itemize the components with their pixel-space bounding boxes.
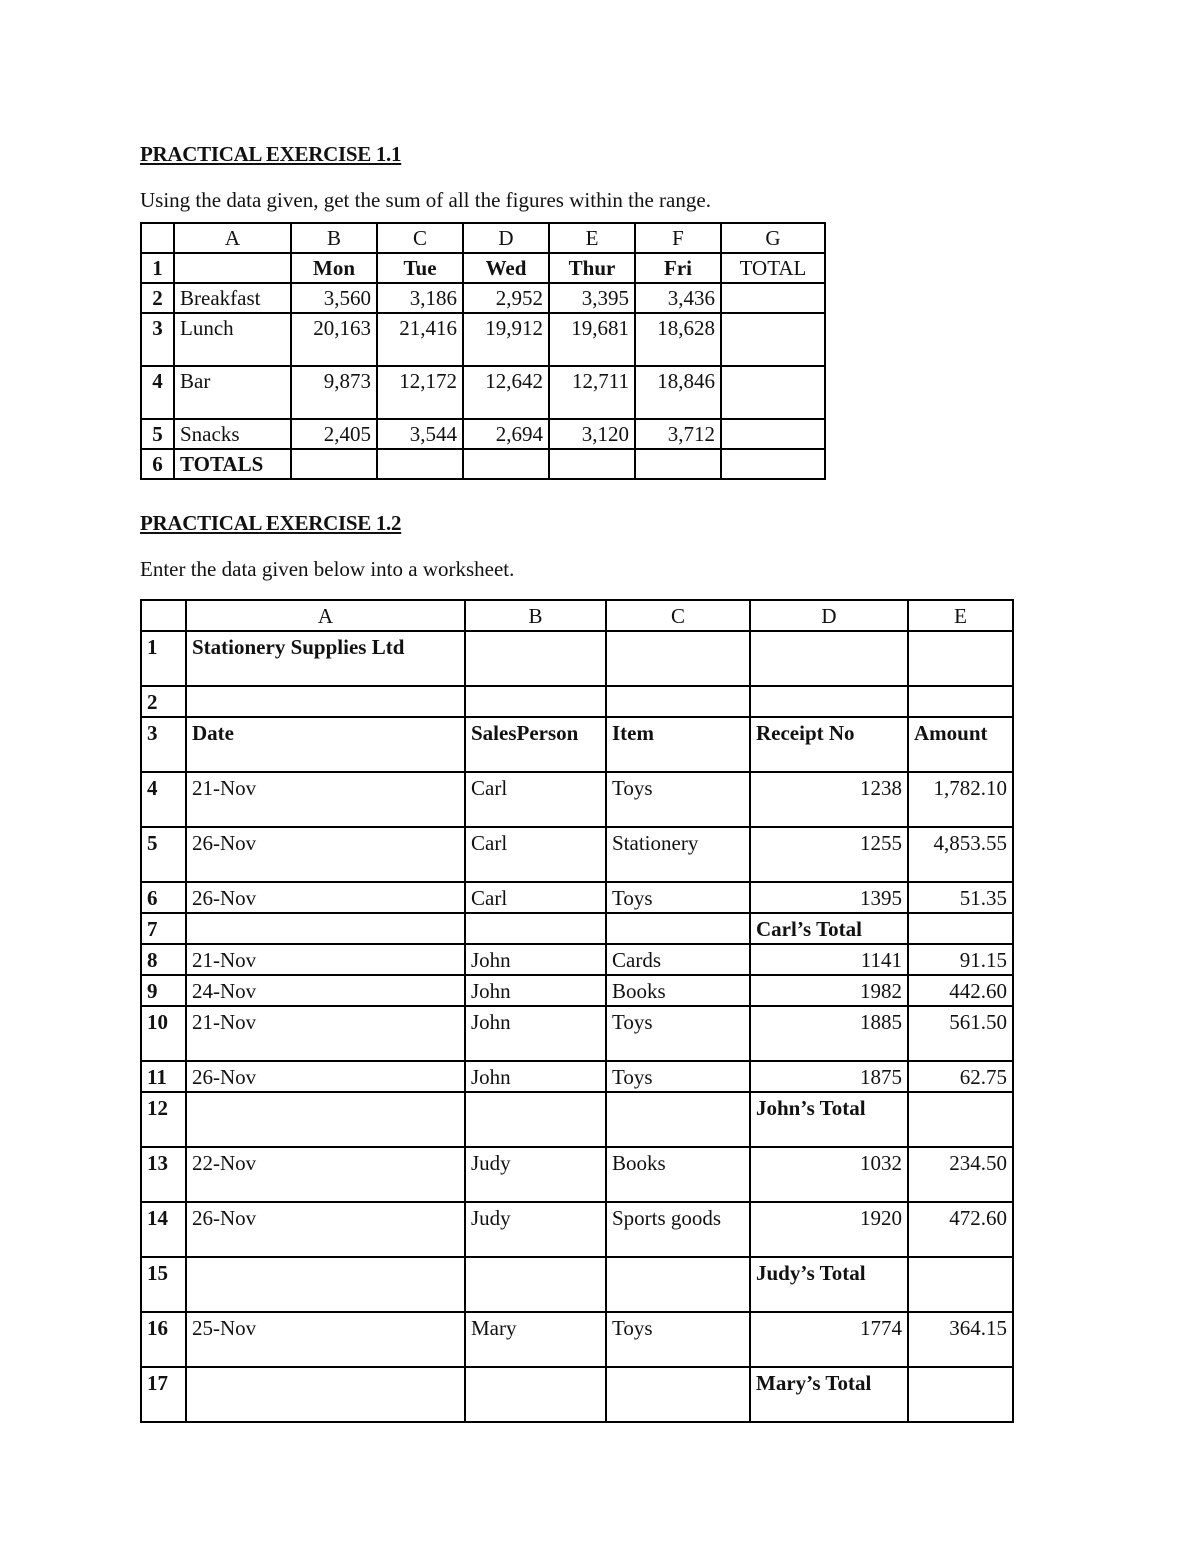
meal-sales-table bbox=[140, 222, 826, 480]
cell-d[interactable] bbox=[750, 631, 908, 686]
cell-e[interactable] bbox=[908, 631, 1013, 686]
row-number[interactable]: 7 bbox=[141, 913, 186, 944]
cell-c[interactable]: Books bbox=[606, 1147, 750, 1202]
row-number[interactable]: 2 bbox=[141, 686, 186, 717]
corner-cell[interactable] bbox=[141, 223, 174, 253]
cell-a[interactable] bbox=[186, 686, 465, 717]
col-letter[interactable]: A bbox=[186, 600, 465, 631]
cell-b[interactable]: Judy bbox=[465, 1202, 606, 1257]
cell-a[interactable]: 21-Nov bbox=[186, 772, 465, 827]
value-cell[interactable]: 3,436 bbox=[635, 283, 721, 313]
exercise-1-1-instruction: Using the data given, get the sum of all the figures within the range. bbox=[140, 188, 711, 212]
cell-b[interactable] bbox=[465, 1367, 606, 1422]
cell-b[interactable] bbox=[465, 913, 606, 944]
row-number[interactable]: 17 bbox=[141, 1367, 186, 1422]
table-row bbox=[141, 975, 1013, 1006]
row-number[interactable]: 1 bbox=[141, 253, 174, 283]
cell-e[interactable]: 1,782.10 bbox=[908, 772, 1013, 827]
col-letter[interactable]: F bbox=[635, 223, 721, 253]
table-row bbox=[141, 419, 825, 449]
row-number[interactable]: 2 bbox=[141, 283, 174, 313]
cell-a[interactable] bbox=[186, 913, 465, 944]
value-cell[interactable]: 3,395 bbox=[549, 283, 635, 313]
cell-b[interactable]: John bbox=[465, 1061, 606, 1092]
table-row bbox=[141, 944, 1013, 975]
sales-worksheet-table bbox=[140, 599, 1014, 1423]
cell-d[interactable]: Mary’s Total bbox=[750, 1367, 908, 1422]
totals-label[interactable]: TOTALS bbox=[174, 449, 291, 479]
row-number[interactable]: 8 bbox=[141, 944, 186, 975]
cell-b[interactable]: Mary bbox=[465, 1312, 606, 1367]
cell-e[interactable] bbox=[908, 686, 1013, 717]
cell-e[interactable]: Amount bbox=[908, 717, 1013, 772]
table-row bbox=[141, 1006, 1013, 1061]
cell-e[interactable] bbox=[908, 1092, 1013, 1147]
table-row bbox=[141, 1257, 1013, 1312]
row-number[interactable]: 11 bbox=[141, 1061, 186, 1092]
value-cell[interactable]: 12,172 bbox=[377, 366, 463, 419]
cell-a[interactable]: 22-Nov bbox=[186, 1147, 465, 1202]
value-cell[interactable]: 9,873 bbox=[291, 366, 377, 419]
total-cell[interactable] bbox=[721, 419, 825, 449]
value-cell[interactable] bbox=[635, 449, 721, 479]
cell-c[interactable] bbox=[606, 1092, 750, 1147]
cell-e[interactable]: 91.15 bbox=[908, 944, 1013, 975]
cell-d[interactable]: 1885 bbox=[750, 1006, 908, 1061]
row-number[interactable]: 1 bbox=[141, 631, 186, 686]
value-cell[interactable]: 3,186 bbox=[377, 283, 463, 313]
value-cell[interactable] bbox=[377, 449, 463, 479]
cell-b[interactable]: John bbox=[465, 944, 606, 975]
meal-label[interactable]: Snacks bbox=[174, 419, 291, 449]
row-number[interactable]: 9 bbox=[141, 975, 186, 1006]
cell-a[interactable]: 25-Nov bbox=[186, 1312, 465, 1367]
cell-e[interactable]: 51.35 bbox=[908, 882, 1013, 913]
exercise-1-1-heading: PRACTICAL EXERCISE 1.1 bbox=[140, 142, 402, 166]
corner-cell[interactable] bbox=[141, 600, 186, 631]
cell-a[interactable]: Date bbox=[186, 717, 465, 772]
cell-e[interactable]: 472.60 bbox=[908, 1202, 1013, 1257]
table-row bbox=[141, 1147, 1013, 1202]
value-cell[interactable]: 20,163 bbox=[291, 313, 377, 366]
cell-a[interactable]: 26-Nov bbox=[186, 827, 465, 882]
table-row bbox=[141, 283, 825, 313]
table-row bbox=[141, 913, 1013, 944]
cell-a[interactable] bbox=[186, 1367, 465, 1422]
table-row bbox=[141, 253, 825, 283]
table-row bbox=[141, 772, 1013, 827]
col-letter[interactable]: E bbox=[908, 600, 1013, 631]
cell-c[interactable]: Books bbox=[606, 975, 750, 1006]
row-number[interactable]: 3 bbox=[141, 313, 174, 366]
row-number[interactable]: 5 bbox=[141, 419, 174, 449]
table-row bbox=[141, 1061, 1013, 1092]
value-cell[interactable]: 2,405 bbox=[291, 419, 377, 449]
cell-e[interactable]: 561.50 bbox=[908, 1006, 1013, 1061]
row-number[interactable]: 4 bbox=[141, 366, 174, 419]
cell-b[interactable] bbox=[465, 1092, 606, 1147]
day-header[interactable]: Thur bbox=[549, 253, 635, 283]
cell-b[interactable]: John bbox=[465, 1006, 606, 1061]
cell-d[interactable]: Receipt No bbox=[750, 717, 908, 772]
day-header[interactable]: Fri bbox=[635, 253, 721, 283]
cell-a[interactable] bbox=[186, 1092, 465, 1147]
column-letter-row bbox=[141, 600, 1013, 631]
col-letter[interactable]: G bbox=[721, 223, 825, 253]
cell-c[interactable]: Toys bbox=[606, 772, 750, 827]
cell-a[interactable]: 26-Nov bbox=[186, 1202, 465, 1257]
cell-d[interactable]: 1875 bbox=[750, 1061, 908, 1092]
value-cell[interactable]: 18,846 bbox=[635, 366, 721, 419]
total-header[interactable]: TOTAL bbox=[721, 253, 825, 283]
cell-c[interactable]: Stationery bbox=[606, 827, 750, 882]
exercise-1-2-instruction: Enter the data given below into a worksheet. bbox=[140, 557, 515, 581]
table-row bbox=[141, 1202, 1013, 1257]
cell-c[interactable]: Toys bbox=[606, 882, 750, 913]
cell-a[interactable]: Stationery Supplies Ltd bbox=[186, 631, 465, 686]
cell-b[interactable]: Carl bbox=[465, 772, 606, 827]
col-letter[interactable]: C bbox=[606, 600, 750, 631]
cell-a[interactable]: 21-Nov bbox=[186, 944, 465, 975]
table-row bbox=[141, 717, 1013, 772]
exercise-1-2-heading: PRACTICAL EXERCISE 1.2 bbox=[140, 511, 402, 535]
cell-d[interactable] bbox=[750, 686, 908, 717]
cell-d[interactable]: Carl’s Total bbox=[750, 913, 908, 944]
cell-e[interactable]: 62.75 bbox=[908, 1061, 1013, 1092]
table-row bbox=[141, 827, 1013, 882]
table-row bbox=[141, 686, 1013, 717]
row-number[interactable]: 12 bbox=[141, 1092, 186, 1147]
cell-a[interactable]: 26-Nov bbox=[186, 1061, 465, 1092]
row-number[interactable]: 5 bbox=[141, 827, 186, 882]
col-letter[interactable]: D bbox=[750, 600, 908, 631]
cell-e[interactable]: 234.50 bbox=[908, 1147, 1013, 1202]
day-header[interactable]: Mon bbox=[291, 253, 377, 283]
value-cell[interactable] bbox=[463, 449, 549, 479]
cell-b[interactable]: Carl bbox=[465, 882, 606, 913]
cell-b[interactable]: Carl bbox=[465, 827, 606, 882]
cell-c[interactable]: Cards bbox=[606, 944, 750, 975]
cell-d[interactable]: 1238 bbox=[750, 772, 908, 827]
row-number[interactable]: 16 bbox=[141, 1312, 186, 1367]
cell-e[interactable]: 4,853.55 bbox=[908, 827, 1013, 882]
cell-c[interactable]: Toys bbox=[606, 1061, 750, 1092]
total-cell[interactable] bbox=[721, 283, 825, 313]
cell-c[interactable] bbox=[606, 631, 750, 686]
meal-label[interactable]: Bar bbox=[174, 366, 291, 419]
cell-e[interactable]: 442.60 bbox=[908, 975, 1013, 1006]
value-cell[interactable]: 19,681 bbox=[549, 313, 635, 366]
column-letter-row bbox=[141, 223, 825, 253]
value-cell[interactable]: 12,642 bbox=[463, 366, 549, 419]
cell-a[interactable]: 26-Nov bbox=[186, 882, 465, 913]
table-row bbox=[141, 1092, 1013, 1147]
value-cell[interactable]: 2,952 bbox=[463, 283, 549, 313]
cell-e[interactable] bbox=[908, 1367, 1013, 1422]
cell-d[interactable]: Judy’s Total bbox=[750, 1257, 908, 1312]
row-number[interactable]: 6 bbox=[141, 449, 174, 479]
value-cell[interactable]: 18,628 bbox=[635, 313, 721, 366]
cell-a[interactable] bbox=[186, 1257, 465, 1312]
cell-b[interactable]: John bbox=[465, 975, 606, 1006]
col-letter[interactable]: E bbox=[549, 223, 635, 253]
col-letter[interactable]: B bbox=[465, 600, 606, 631]
row-number[interactable]: 14 bbox=[141, 1202, 186, 1257]
row-number[interactable]: 15 bbox=[141, 1257, 186, 1312]
cell-c[interactable]: Sports goods bbox=[606, 1202, 750, 1257]
cell-b[interactable]: Judy bbox=[465, 1147, 606, 1202]
row-number[interactable]: 6 bbox=[141, 882, 186, 913]
col-letter[interactable]: B bbox=[291, 223, 377, 253]
cell-c[interactable]: Toys bbox=[606, 1312, 750, 1367]
cell-c[interactable] bbox=[606, 1367, 750, 1422]
value-cell[interactable]: 3,544 bbox=[377, 419, 463, 449]
cell-b[interactable]: SalesPerson bbox=[465, 717, 606, 772]
cell-d[interactable]: 1982 bbox=[750, 975, 908, 1006]
table-row bbox=[141, 313, 825, 366]
table-row bbox=[141, 366, 825, 419]
cell-b[interactable] bbox=[465, 631, 606, 686]
cell-e[interactable]: 364.15 bbox=[908, 1312, 1013, 1367]
cell-c[interactable]: Toys bbox=[606, 1006, 750, 1061]
cell-a[interactable]: 21-Nov bbox=[186, 1006, 465, 1061]
day-header[interactable]: Tue bbox=[377, 253, 463, 283]
cell-d[interactable]: 1141 bbox=[750, 944, 908, 975]
total-cell[interactable] bbox=[721, 366, 825, 419]
cell-d[interactable]: 1255 bbox=[750, 827, 908, 882]
value-cell[interactable]: 3,120 bbox=[549, 419, 635, 449]
value-cell[interactable]: 3,712 bbox=[635, 419, 721, 449]
cell-d[interactable]: 1395 bbox=[750, 882, 908, 913]
total-cell[interactable] bbox=[721, 449, 825, 479]
cell-c[interactable] bbox=[606, 686, 750, 717]
table-row bbox=[141, 1367, 1013, 1422]
col-letter[interactable]: D bbox=[463, 223, 549, 253]
cell[interactable] bbox=[174, 253, 291, 283]
table-row bbox=[141, 449, 825, 479]
cell-d[interactable]: 1032 bbox=[750, 1147, 908, 1202]
cell-e[interactable] bbox=[908, 1257, 1013, 1312]
cell-d[interactable]: 1774 bbox=[750, 1312, 908, 1367]
value-cell[interactable]: 19,912 bbox=[463, 313, 549, 366]
table-row bbox=[141, 1312, 1013, 1367]
value-cell[interactable]: 3,560 bbox=[291, 283, 377, 313]
row-number[interactable]: 3 bbox=[141, 717, 186, 772]
table-row bbox=[141, 631, 1013, 686]
cell-b[interactable] bbox=[465, 1257, 606, 1312]
cell-c[interactable]: Item bbox=[606, 717, 750, 772]
meal-label[interactable]: Breakfast bbox=[174, 283, 291, 313]
value-cell[interactable]: 2,694 bbox=[463, 419, 549, 449]
value-cell[interactable] bbox=[291, 449, 377, 479]
meal-label[interactable]: Lunch bbox=[174, 313, 291, 366]
cell-b[interactable] bbox=[465, 686, 606, 717]
cell-d[interactable]: John’s Total bbox=[750, 1092, 908, 1147]
row-number[interactable]: 4 bbox=[141, 772, 186, 827]
value-cell[interactable] bbox=[549, 449, 635, 479]
cell-e[interactable] bbox=[908, 913, 1013, 944]
row-number[interactable]: 13 bbox=[141, 1147, 186, 1202]
cell-c[interactable] bbox=[606, 913, 750, 944]
cell-c[interactable] bbox=[606, 1257, 750, 1312]
row-number[interactable]: 10 bbox=[141, 1006, 186, 1061]
value-cell[interactable]: 12,711 bbox=[549, 366, 635, 419]
col-letter[interactable]: A bbox=[174, 223, 291, 253]
value-cell[interactable]: 21,416 bbox=[377, 313, 463, 366]
total-cell[interactable] bbox=[721, 313, 825, 366]
cell-d[interactable]: 1920 bbox=[750, 1202, 908, 1257]
col-letter[interactable]: C bbox=[377, 223, 463, 253]
cell-a[interactable]: 24-Nov bbox=[186, 975, 465, 1006]
table-row bbox=[141, 882, 1013, 913]
day-header[interactable]: Wed bbox=[463, 253, 549, 283]
